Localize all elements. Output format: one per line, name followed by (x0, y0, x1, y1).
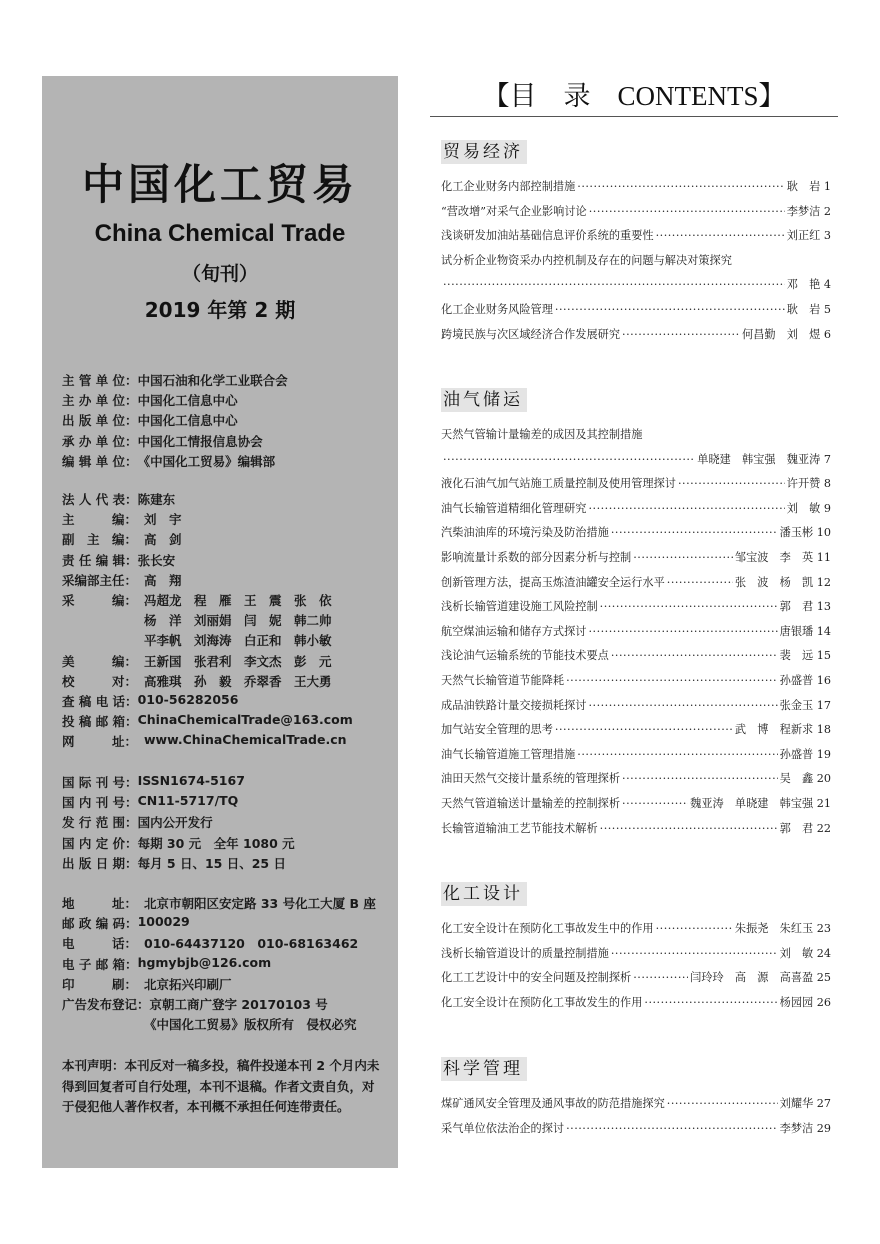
info-row (62, 955, 392, 975)
toc-entry[interactable] (441, 945, 831, 970)
leader-dots (611, 947, 778, 960)
entry-title: 化工企业财务风险管理 (441, 302, 553, 316)
entry-authors-page: 郭 君 13 (779, 600, 831, 614)
info-label (62, 1015, 144, 1035)
toc-entry[interactable] (441, 647, 831, 672)
toc-entry[interactable] (441, 574, 831, 599)
info-row (62, 371, 392, 391)
toc-entry[interactable] (441, 697, 831, 722)
toc-entry[interactable] (441, 623, 831, 648)
entry-title: 煤矿通风安全管理及通风事故的防范措施探究 (441, 1097, 665, 1110)
contents-heading: 【目 录 CONTENTS】 (482, 81, 786, 111)
info-value: 每期 30 元 全年 1080 元 (137, 835, 295, 851)
info-value: 中国化工信息中心 (137, 393, 238, 409)
entry-list (441, 178, 831, 350)
entry-authors-page: 潘玉彬 10 (779, 526, 831, 540)
toc-entry[interactable] (441, 598, 831, 623)
info-label: 采编部主任： (62, 572, 138, 588)
entry-title: 化工安全设计在预防化工事故发生中的作用 (441, 922, 654, 935)
entry-authors-page: 李梦洁 2 (786, 204, 831, 218)
entry-title: 天然气管道输送计量输差的控制探析 (441, 796, 621, 810)
info-label: 国 际 刊 号： (62, 775, 138, 790)
entry-title[interactable]: 天然气管输计量输差的成因及其控制措施 (441, 428, 643, 441)
info-label: 美 编： (62, 653, 138, 669)
entry-title: 加气站安全管理的思考 (441, 723, 553, 737)
entry-list (441, 1095, 831, 1144)
info-value: 高 剑 (144, 532, 182, 548)
info-label: 校 对： (62, 673, 138, 689)
info-value: ISSN1674-5167 (137, 773, 245, 788)
toc-entry[interactable] (441, 475, 831, 500)
entry-authors-page: 耿 岩 1 (786, 180, 831, 193)
entry-title: 采气单位依法治企的探讨 (441, 1121, 565, 1135)
section-title: 油气储运 (441, 388, 527, 412)
info-value: 010-64437120 010-68163462 (144, 936, 359, 952)
toc-entry[interactable] (441, 795, 831, 820)
info-label: 采 编： (62, 592, 138, 608)
magazine-title-cn: 中国化工贸易 (81, 160, 358, 209)
toc-entry[interactable] (441, 770, 831, 795)
info-value: 高 翔 (144, 572, 182, 588)
entry-authors-page: 孙盛普 19 (779, 747, 831, 761)
entry-title: 油田天然气交接计量系统的管理探析 (441, 772, 621, 786)
info-row (62, 894, 392, 914)
entry-authors-page: 刘正红 3 (786, 229, 831, 243)
info-value: 北京市朝阳区安定路 33 号化工大厦 B 座 (144, 896, 376, 911)
info-value: 每月 5 日、15 日、25 日 (137, 855, 286, 871)
info-value: 刘 宇 (144, 512, 182, 528)
toc-entry[interactable] (441, 301, 831, 326)
contents-section (441, 882, 831, 1018)
info-value: 杨 洋 刘丽娟 闫 妮 韩二帅 (144, 613, 332, 629)
entry-list (441, 920, 831, 1018)
masthead-panel (42, 76, 398, 1168)
info-row (62, 975, 392, 995)
info-row (62, 432, 392, 452)
leader-dots (611, 649, 778, 662)
info-row (62, 854, 392, 874)
info-label: 印 刷： (62, 976, 138, 992)
info-label: 地 址： (62, 896, 138, 911)
info-row (62, 571, 392, 591)
entry-title: 天然气长输管道节能降耗 (441, 673, 565, 687)
info-row (62, 692, 392, 712)
leader-dots (555, 303, 785, 316)
toc-entry[interactable] (441, 178, 831, 203)
toc-entry[interactable] (441, 994, 831, 1019)
leader-dots (589, 205, 785, 218)
entry-title: 化工企业财务内部控制措施 (441, 180, 576, 193)
entry-authors-page: 郭 君 22 (779, 821, 831, 835)
info-row (62, 1015, 392, 1035)
info-value: 《中国化工贸易》编辑部 (137, 453, 276, 469)
leader-dots (443, 453, 695, 466)
publisher-info (62, 371, 392, 472)
info-value: hgmybjb@126.com (137, 954, 272, 970)
info-label: 国 内 刊 号： (62, 795, 138, 811)
info-value: 《中国化工贸易》版权所有 侵权必究 (144, 1017, 357, 1033)
info-label: 主 编： (62, 512, 138, 528)
info-label: 网 址： (62, 734, 138, 750)
leader-dots (577, 748, 777, 761)
toc-entry[interactable] (441, 524, 831, 549)
toc-entry[interactable] (441, 672, 831, 697)
entry-authors-page: 许开赞 8 (786, 477, 831, 491)
staff-info (62, 490, 392, 752)
entry-title: 化工安全设计在预防化工事故发生的作用 (441, 995, 643, 1009)
magazine-issue: 2019 年第 2 期 (144, 298, 296, 322)
info-label: 电 子 邮 箱： (62, 956, 138, 972)
entry-title: 油气长输管道精细化管理研究 (441, 501, 587, 515)
contact-info (62, 894, 392, 1035)
info-row (62, 551, 392, 571)
entry-authors-page: 张 波 杨 凯 12 (734, 575, 831, 589)
leader-dots (443, 278, 785, 291)
info-value: 中国化工信息中心 (137, 413, 238, 429)
info-row (62, 712, 392, 732)
leader-dots (678, 477, 785, 490)
entry-authors-page: 刘 敏 24 (779, 946, 831, 960)
entry-authors-page: 闫玲玲 高 源 高喜盈 25 (690, 971, 831, 985)
leader-dots (644, 996, 777, 1009)
entry-title: 油气长输管道施工管理措施 (441, 747, 576, 761)
entry-title: 液化石油气加气站施工质量控制及使用管理探讨 (441, 477, 676, 491)
info-value: 陈建东 (137, 492, 176, 507)
info-label: 国 内 定 价： (62, 835, 138, 851)
info-row (62, 732, 392, 752)
info-label: 责 任 编 辑： (62, 552, 138, 568)
info-label (62, 631, 144, 651)
entry-title: 影响流量计系数的部分因素分析与控制 (441, 550, 632, 564)
info-label: 邮 政 编 码： (62, 916, 138, 932)
entry-authors-page: 邓 艳 4 (786, 278, 831, 292)
contents-divider (430, 116, 838, 117)
info-label: 出 版 单 位： (62, 413, 138, 429)
entry-title: 跨境民族与次区域经济合作发展研究 (441, 327, 621, 341)
magazine-frequency: （旬刊） (181, 263, 258, 285)
section-title: 科学管理 (441, 1057, 527, 1081)
leader-dots (600, 822, 778, 835)
info-value: 京朝工商广登字 20170103 号 (149, 996, 328, 1012)
info-row (62, 995, 392, 1015)
info-label: 出 版 日 期： (62, 855, 138, 871)
leader-dots (656, 229, 785, 242)
toc-entry[interactable] (441, 500, 831, 525)
entry-authors-page: 张金玉 17 (779, 698, 831, 712)
toc-entry[interactable] (441, 920, 831, 945)
leader-dots (577, 180, 784, 193)
info-label: 电 话： (62, 936, 138, 952)
contents-section (441, 388, 831, 844)
entry-title: 化工工艺设计中的安全问题及控制探析 (441, 971, 632, 985)
info-row (62, 834, 392, 854)
leader-dots (633, 971, 688, 984)
leader-dots (622, 772, 778, 785)
info-row (62, 914, 392, 934)
info-value: ChinaChemicalTrade@163.com (137, 712, 353, 728)
section-title: 化工设计 (441, 882, 527, 906)
leader-dots (588, 625, 777, 638)
leader-dots (667, 576, 733, 589)
info-label: 法 人 代 表： (62, 492, 138, 507)
info-value: 平李帆 刘海涛 白正和 韩小敏 (144, 633, 332, 649)
info-label: 发 行 范 围： (62, 815, 138, 831)
info-value: www.ChinaChemicalTrade.cn (144, 732, 347, 748)
entry-authors-page: 唐银璠 14 (779, 624, 831, 638)
entry-title: “营改增”对采气企业影响讨论 (441, 204, 587, 218)
toc-entry[interactable] (441, 227, 831, 252)
entry-authors-page: 耿 岩 5 (786, 302, 831, 316)
leader-dots (656, 922, 733, 935)
toc-entry[interactable] (441, 451, 831, 476)
info-label: 副 主 编： (62, 532, 138, 548)
toc-entry[interactable] (441, 326, 831, 351)
publication-info (62, 773, 392, 874)
entry-title: 创新管理方法，提高玉炼渣油罐安全运行水平 (441, 575, 665, 589)
entry-authors-page: 何昌勤 刘 煜 6 (742, 327, 831, 341)
toc-entry[interactable] (441, 549, 831, 574)
entry-authors-page: 孙盛普 16 (779, 673, 831, 687)
info-label: 主 管 单 位： (62, 373, 138, 388)
leader-dots (633, 551, 733, 564)
info-value: 王新国 张君利 李文杰 彭 元 (144, 653, 332, 669)
info-value: CN11-5717/TQ (137, 793, 239, 809)
entry-authors-page: 刘耀华 27 (779, 1097, 831, 1110)
section-title: 贸易经济 (441, 140, 527, 164)
info-label (62, 611, 144, 631)
leader-dots (566, 674, 778, 687)
entry-title: 长输管道输油工艺节能技术解析 (441, 821, 598, 835)
info-label: 主 办 单 位： (62, 393, 138, 409)
info-value: 100029 (137, 914, 190, 930)
leader-dots (588, 502, 784, 515)
entry-title: 浅论油气运输系统的节能技术要点 (441, 649, 609, 663)
contents-section (441, 140, 831, 350)
info-value: 高雅琪 孙 毅 乔翠香 王大勇 (144, 673, 332, 689)
info-row (62, 934, 392, 954)
toc-entry[interactable] (441, 203, 831, 228)
entry-title[interactable]: 试分析企业物资采办内控机制及存在的问题与解决对策探究 (441, 253, 732, 267)
toc-entry[interactable] (441, 746, 831, 771)
entry-authors-page: 邹宝波 李 英 11 (734, 550, 831, 564)
info-row (62, 672, 392, 692)
info-row (62, 813, 392, 833)
entry-title: 浅析长输管道设计的质量控制措施 (441, 946, 609, 960)
info-value: 010-56282056 (137, 691, 239, 707)
entry-authors-page: 杨园园 26 (779, 995, 831, 1009)
entry-authors-page: 吴 鑫 20 (779, 772, 831, 786)
info-row (62, 391, 392, 411)
leader-dots (667, 1097, 778, 1110)
entry-authors-page: 魏亚涛 单晓建 韩宝强 21 (690, 796, 831, 810)
leader-dots (555, 723, 733, 736)
info-value: 国内公开发行 (137, 815, 213, 831)
info-value: 北京拓兴印刷厂 (144, 976, 232, 992)
info-row (62, 530, 392, 550)
entry-authors-page: 单晓建 韩宝强 魏亚涛 7 (697, 452, 831, 466)
info-label: 承 办 单 位： (62, 433, 138, 449)
info-value: 中国石油和化学工业联合会 (137, 373, 288, 388)
entry-authors-page: 裴 远 15 (779, 649, 831, 663)
toc-entry[interactable] (441, 1120, 831, 1145)
copyright-statement: 本刊声明：本刊反对一稿多投，稿件投递本刊 2 个月内未得到回复者可自行处理，本刊不退稿。作者文责自负，对于侵犯他人著作权者，本刊概不承担任何连带责任。 (62, 1058, 380, 1114)
contents-section (441, 1057, 831, 1144)
entry-authors-page: 朱振尧 朱红玉 23 (734, 922, 831, 935)
magazine-title-en: China Chemical Trade (94, 220, 346, 247)
entry-authors-page: 刘 敏 9 (786, 501, 831, 515)
info-row (62, 452, 392, 472)
entry-authors-page: 武 博 程新求 18 (734, 723, 831, 737)
info-row (62, 411, 392, 431)
info-row (62, 631, 392, 651)
toc-entry[interactable] (441, 721, 831, 746)
toc-entry[interactable] (441, 276, 831, 301)
info-label: 广告发布登记： (62, 996, 150, 1012)
info-value: 中国化工情报信息协会 (137, 433, 263, 449)
entry-authors-page: 李梦洁 29 (779, 1121, 831, 1135)
leader-dots (600, 600, 778, 613)
info-value: 冯超龙 程 雁 王 震 张 依 (144, 592, 332, 608)
entry-title: 浅析长输管道建设施工风险控制 (441, 600, 598, 614)
info-row (62, 490, 392, 510)
info-label: 编 辑 单 位： (62, 453, 138, 469)
info-label: 投 稿 邮 箱： (62, 714, 138, 730)
toc-entry[interactable] (441, 969, 831, 994)
leader-dots (622, 797, 688, 810)
info-row (62, 793, 392, 813)
info-row (62, 611, 392, 631)
entry-title: 浅谈研发加油站基础信息评价系统的重要性 (441, 229, 654, 243)
entry-list (441, 426, 831, 844)
info-row (62, 773, 392, 793)
toc-entry[interactable] (441, 1095, 831, 1120)
info-row (62, 591, 392, 611)
entry-title: 航空煤油运输和储存方式探讨 (441, 624, 587, 638)
info-row (62, 652, 392, 672)
entry-title: 成品油铁路计量交接损耗探讨 (441, 698, 587, 712)
leader-dots (588, 699, 777, 712)
info-label: 查 稿 电 话： (62, 693, 138, 709)
entry-title: 汽柴油油库的环境污染及防治措施 (441, 526, 609, 540)
toc-entry[interactable] (441, 820, 831, 845)
leader-dots (611, 526, 778, 539)
info-value: 张长安 (137, 552, 176, 568)
info-row (62, 510, 392, 530)
leader-dots (622, 328, 740, 341)
leader-dots (566, 1122, 778, 1135)
